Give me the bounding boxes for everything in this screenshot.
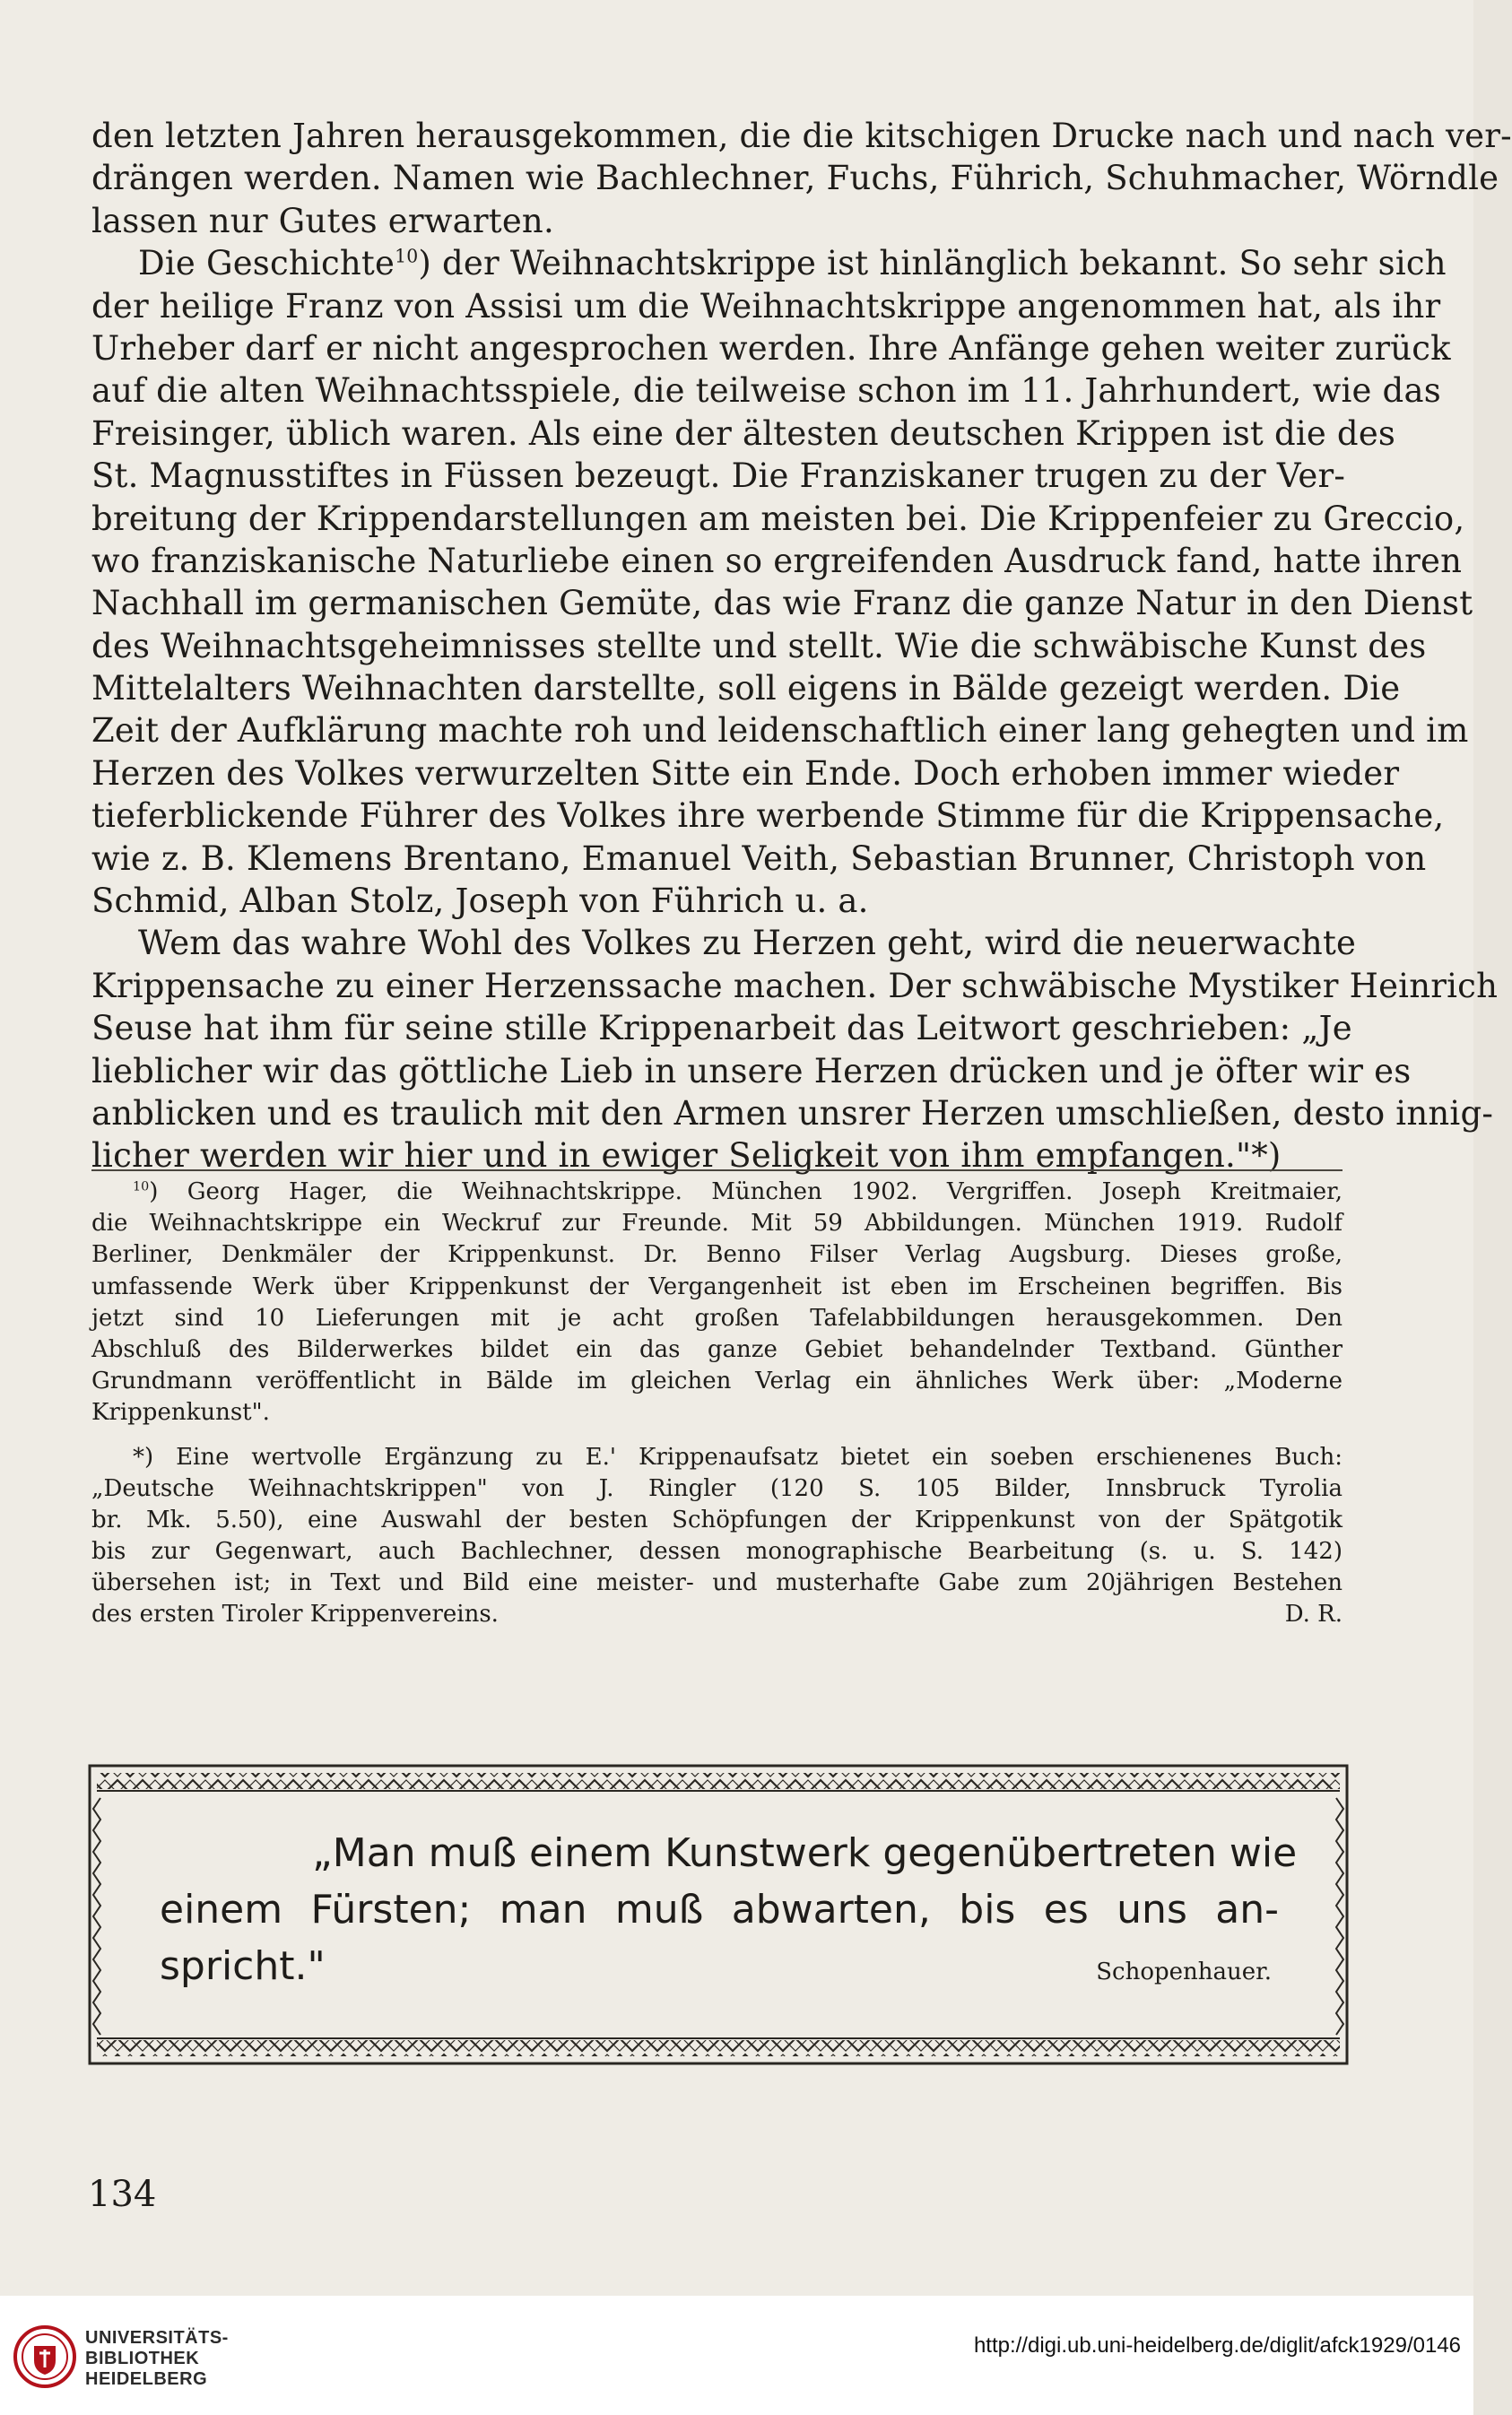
text-line: wo franziskanische Naturliebe einen so ergreifenden Ausdruck fand, hatte ihren	[91, 541, 1463, 580]
text-line: licher werden wir hier und in ewiger Seligkeit von ihm empfangen."*)	[91, 1136, 1282, 1176]
footnote-line: „Deutsche Weihnachtskrippen" von J. Ringler (120 S. 105 Bilder, Innsbruck Tyrolia	[91, 1474, 1343, 1502]
text-segment: ) Georg Hager, die Weihnachtskrippe. München 1902. Vergriffen. Joseph Kreitmaier,	[149, 1178, 1343, 1205]
text-segment: spricht."	[160, 1943, 326, 1989]
text-line: drängen werden. Namen wie Bachlechner, Fuchs, Führich, Schuhmacher, Wörndle	[91, 159, 1499, 198]
library-name-line: UNIVERSITÄTS-	[85, 2328, 229, 2348]
footnote-line: Berliner, Denkmäler der Krippenkunst. Dr. Benno Filser Verlag Augsburg. Dieses große,	[91, 1241, 1343, 1269]
text-line: breitung der Krippendarstellungen am meisten bei. Die Krippenfeier zu Greccio,	[91, 499, 1465, 538]
text-line: Herzen des Volkes verwurzelten Sitte ein Ende. Doch erhoben immer wieder	[91, 753, 1400, 793]
text-line: Urheber darf er nicht angesprochen werden. Ihre Anfänge gehen weiter zurück	[91, 328, 1451, 368]
source-url-link[interactable]: http://digi.ub.uni-heidelberg.de/diglit/afck1929/0146	[973, 2333, 1461, 2358]
viewer-footer	[0, 2296, 1473, 2415]
quote-text	[160, 1825, 1298, 1994]
text-line: lassen nur Gutes erwarten.	[91, 201, 554, 240]
text-line: Freisinger, üblich waren. Als eine der ältesten deutschen Krippen ist die des	[91, 413, 1396, 453]
text-line: St. Magnusstiftes in Füssen bezeugt. Die Franziskaner trugen zu der Ver-	[91, 456, 1346, 496]
footnote-line	[91, 1599, 1343, 1630]
text-segment: Die Geschichte	[138, 244, 395, 283]
text-line: Wem das wahre Wohl des Volkes zu Herzen geht, wird die neuerwachte	[138, 924, 1357, 963]
quote-line	[160, 1938, 1279, 1994]
text-segment: ) der Weihnachtskrippe ist hinlänglich bekannt. So sehr sich	[418, 244, 1447, 283]
quote-line: einem Fürsten; man muß abwarten, bis es uns an-	[160, 1887, 1279, 1933]
footnote-line: br. Mk. 5.50), eine Auswahl der besten Schöpfungen der Krippenkunst von der Spätgotik	[91, 1506, 1343, 1533]
footnote-signature: D. R.	[1284, 1601, 1343, 1629]
footnote-divider	[91, 1169, 1343, 1171]
text-line: Krippensache zu einer Herzenssache machen. Der schwäbische Mystiker Heinrich	[91, 966, 1499, 1005]
text-line: Mittelalters Weihnachten darstellte, soll eigens in Bälde gezeigt werden. Die	[91, 669, 1401, 708]
footnote-gap	[91, 1429, 1343, 1442]
quote-box	[86, 1762, 1351, 2067]
footnote-line: die Weihnachtskrippe ein Weckruf zur Freunde. Mit 59 Abbildungen. München 1919. Rudolf	[91, 1210, 1343, 1238]
footnote-marker-10: 10	[133, 1179, 150, 1194]
footnote-ref-10[interactable]: 10	[395, 245, 419, 267]
text-line: den letzten Jahren herausgekommen, die die kitschigen Drucke nach und nach ver-	[91, 117, 1512, 155]
text-line: Zeit der Aufklärung machte roh und leidenschaftlich einer lang gehegten und im	[91, 711, 1469, 751]
footnote-line: übersehen ist; in Text und Bild eine meister- und musterhafte Gabe zum 20jährigen Bestehen	[91, 1569, 1343, 1597]
page-number: 134	[88, 2174, 157, 2215]
text-line: Nachhall im germanischen Gemüte, das wie Franz die ganze Natur in den Dienst	[91, 584, 1473, 623]
footnote-line	[91, 1177, 1343, 1208]
text-line: Seuse hat ihm für seine stille Krippenarbeit das Leitwort geschrieben: „Je	[91, 1009, 1352, 1048]
text-line: wie z. B. Klemens Brentano, Emanuel Veith, Sebastian Brunner, Christoph von	[91, 838, 1427, 878]
footnotes	[91, 1177, 1343, 1631]
text-line: des Weihnachtsgeheimnisses stellte und stellt. Wie die schwäbische Kunst des	[91, 626, 1427, 665]
footnote-line: umfassende Werk über Krippenkunst der Vergangenheit ist eben im Erscheinen begriffen. Bis	[91, 1273, 1343, 1300]
footnote-line: *) Eine wertvolle Ergänzung zu E.' Krippenaufsatz bietet ein soeben erschienenes Buch:	[133, 1443, 1343, 1471]
university-seal-icon[interactable]	[13, 2323, 77, 2391]
footnote-line: Krippenkunst".	[91, 1399, 270, 1427]
footnote-line: jetzt sind 10 Lieferungen mit je acht großen Tafelabbildungen herausgekommen. Den	[91, 1304, 1343, 1332]
text-line: tieferblickende Führer des Volkes ihre werbende Stimme für die Krippensache,	[91, 796, 1445, 836]
library-name-line: BIBLIOTHEK	[85, 2349, 200, 2368]
main-text	[91, 115, 1512, 1177]
text-line: der heilige Franz von Assisi um die Weihnachtskrippe angenommen hat, als ihr	[91, 286, 1441, 326]
text-line: anblicken und es traulich mit den Armen unsrer Herzen umschließen, desto innig-	[91, 1093, 1494, 1133]
footnote-line: bis zur Gegenwart, auch Bachlechner, dessen monographische Bearbeitung (s. u. S. 142)	[91, 1538, 1343, 1566]
quote-line: „Man muß einem Kunstwerk gegenübertreten wie	[312, 1830, 1298, 1876]
text-line	[91, 242, 1447, 284]
library-name-line: HEIDELBERG	[85, 2369, 208, 2389]
library-name[interactable]	[85, 2328, 229, 2390]
text-line: lieblicher wir das göttliche Lieb in unsere Herzen drücken und je öfter wir es	[91, 1051, 1412, 1090]
footnote-line: Abschluß des Bilderwerkes bildet ein das ganze Gebiet behandelnder Textband. Günther	[91, 1335, 1343, 1363]
text-line: Schmid, Alban Stolz, Joseph von Führich u. a.	[91, 882, 869, 921]
footnote-line: Grundmann veröffentlicht in Bälde im gleichen Verlag ein ähnliches Werk über: „Moderne	[91, 1368, 1343, 1395]
text-line: auf die alten Weihnachtsspiele, die teilweise schon im 11. Jahrhundert, wie das	[91, 371, 1441, 411]
text-segment: des ersten Tiroler Krippenvereins.	[91, 1601, 499, 1629]
quote-author: Schopenhauer.	[1096, 1959, 1272, 1985]
